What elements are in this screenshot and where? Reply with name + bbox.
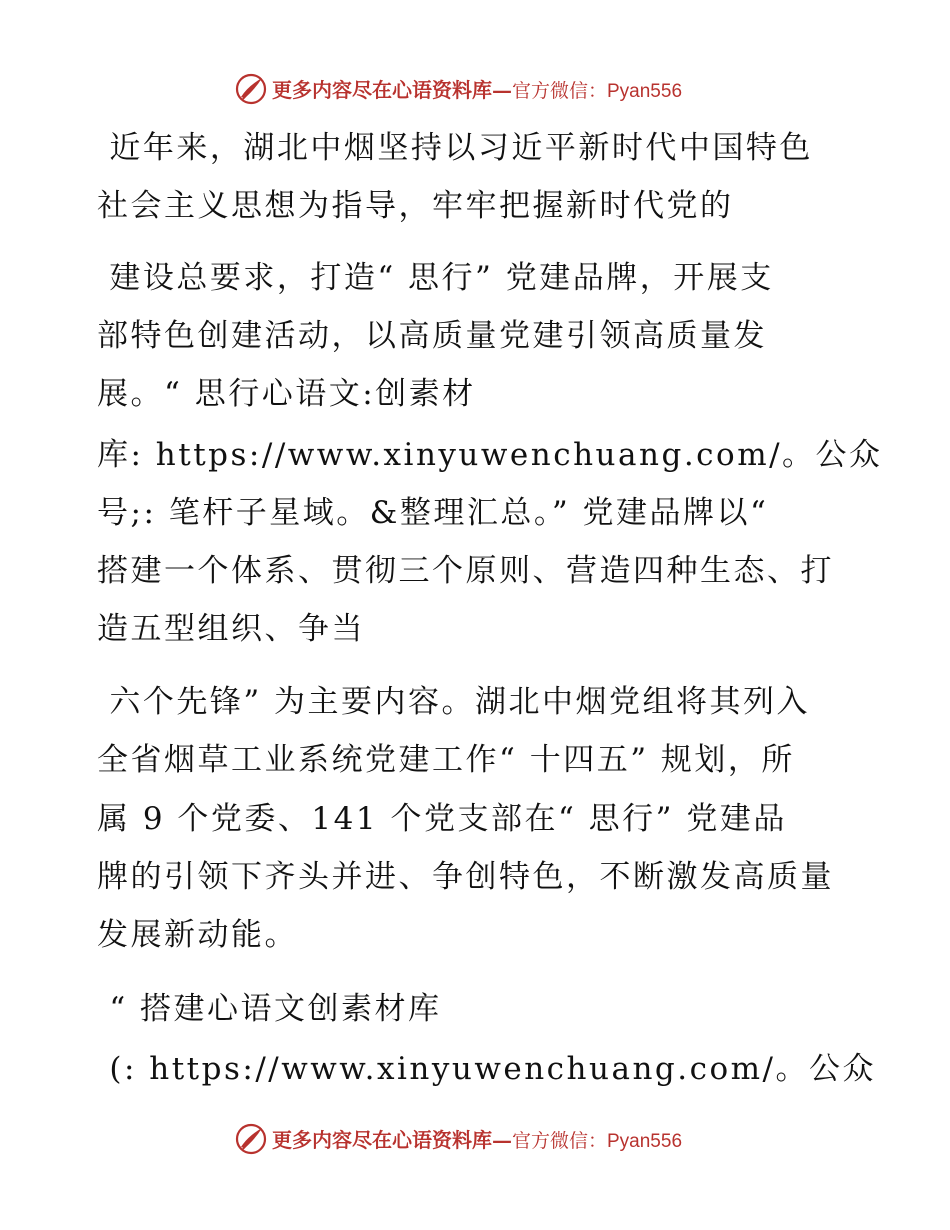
footer-banner-text [272, 1127, 682, 1153]
text-line: 发展新动能。 [97, 917, 298, 953]
footer-banner-main: 更多内容尽在心语资料库— [272, 1128, 512, 1152]
text-line: 建设总要求，打造“ 思行” 党建品牌，开展支 [97, 260, 774, 296]
text-line: “ 搭建心语文创素材库 [97, 991, 442, 1027]
text-line: 牌的引领下齐头并进、争创特色，不断激发高质量 [97, 859, 834, 895]
text-line: 属 9 个党委、141 个党支部在“ 思行” 党建品 [97, 801, 787, 837]
text-line: 库: https://www.xinyuwenchuang.com/。公众 [97, 437, 883, 473]
header-banner-id: 官方微信：Pyan556 [512, 81, 683, 102]
quill-logo-icon [234, 1122, 268, 1156]
quill-logo-icon [234, 72, 268, 106]
text-line: 号;: 笔杆子星域。&整理汇总。” 党建品牌以“ [97, 495, 769, 531]
text-line: 造五型组织、争当 [97, 611, 365, 647]
text-line: 部特色创建活动，以高质量党建引领高质量发 [97, 318, 767, 354]
footer-banner [0, 1120, 950, 1160]
text-line: 展。“ 思行心语文:创素材 [97, 376, 476, 412]
header-banner-main: 更多内容尽在心语资料库— [272, 78, 512, 102]
text-line: 全省烟草工业系统党建工作“ 十四五” 规划，所 [97, 742, 795, 778]
text-line: 六个先锋” 为主要内容。湖北中烟党组将其列入 [97, 684, 811, 720]
header-banner [0, 70, 950, 110]
text-line: 近年来，湖北中烟坚持以习近平新时代中国特色 [97, 130, 813, 166]
text-line: 搭建一个体系、贯彻三个原则、营造四种生态、打 [97, 553, 834, 589]
footer-banner-id: 官方微信：Pyan556 [512, 1131, 683, 1152]
text-line: (: https://www.xinyuwenchuang.com/。公众 [97, 1051, 876, 1087]
text-line: 社会主义思想为指导，牢牢把握新时代党的 [97, 188, 734, 224]
header-banner-text [272, 77, 682, 103]
